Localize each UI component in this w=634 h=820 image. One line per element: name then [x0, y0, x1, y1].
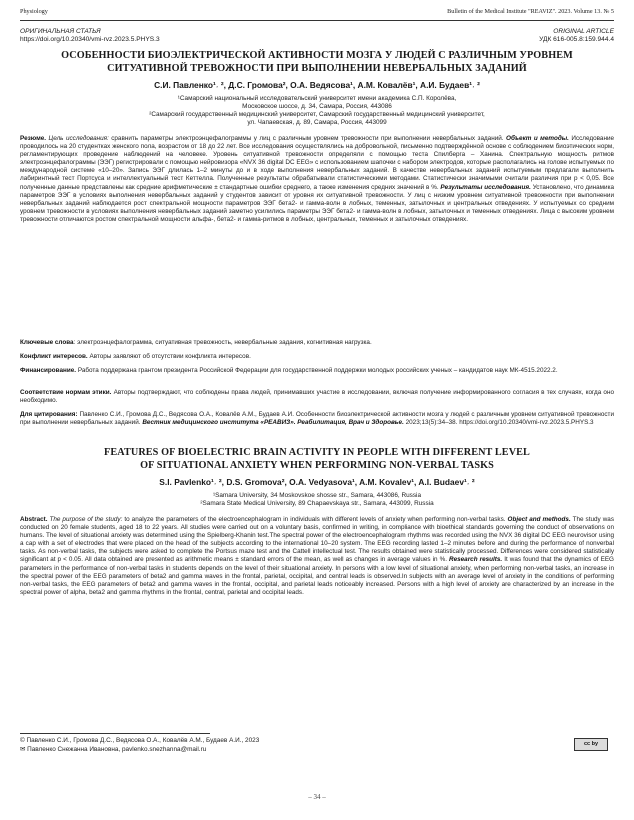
citation: Для цитирования: Павленко С.И., Громова Д.С., Ведясова О.А., Ковалёв А.М., Будаев А.И. Особенности биоэлектрической активности мозга у людей с различным уровнем ситуативной тревожности при выполнении невербальных заданий. Вестник медицинского института «РЕАВИЗ». Реабилитация, Врач и Здоровье. 2023;13(5):34–38. https://doi.org/10.20340/vmi-rvz.2023.5.PHYS.3: [20, 411, 614, 427]
correspondence-email[interactable]: Павленко Снежанна Ивановна, pavlenko.snezhanna@mail.ru: [27, 746, 207, 753]
abstract-en: Abstract. The purpose of the study: to analyze the parameters of the electroencephalogram in individuals with different levels of anxiety when performing non-verbal tasks. Object and methods. The study was conducted on 20 female students, aged 18 to 22 years. All studies were carried out on a voluntary basis, confirmed in writing, in compliance with bioethical standards governing the conduct of observations on humans. The level of situational anxiety was determined using the Spielberg-Khanin test.The spectral power of the electroencephalogram rhythms was recorded using the NVX 36 digital DC EEG neurovisor using a cap with a set of electrodes that were placed on the head of the subjects according to the international 10–20 system. The EEG recording lasted 1–2 minutes before and during the performance of nonverbal tasks. As non-verbal tasks, the subjects were asked to complete the Portsus maze test and the Cattell intellectual test. The results obtained were statistically processed. Differences were considered statistically significant at p < 0.05. All data obtained are presented as arithmetic means ± standard errors of the mean, as well as changes in average values in %. Research results. It was found that the dynamics of EEG parameters in the performance of non-verbal tasks in students depends on the level of their situational anxiety. In persons with a low level of situational anxiety, when performing non-verbal tasks, an increase in the spectral power of the EEG parameters of beta2 and gamma waves in the frontal, parietal, occipital, and central leads is observed.In subjects with an average level of anxiety in the conditions of performing non-verbal tasks, the EEG parameters of beta2 and gamma waves in the frontal, occipital, and parietal leads noticeably increased. Persons with a high level of anxiety are characterized by an increase in the spectral power of alpha, beta2 and gamma rhythms in the frontal, central, parietal and occipital leads.: [20, 516, 614, 596]
article-labels: [20, 28, 614, 48]
envelope-icon: ✉: [20, 746, 26, 753]
conflict-of-interest: Конфликт интересов. Авторы заявляют об отсутствии конфликта интересов.: [20, 353, 251, 360]
running-header: [20, 8, 614, 20]
section-name: Physiology: [20, 8, 48, 15]
authors-ru: С.И. Павленко¹˒ ², Д.С. Громова², О.А. Ведясова¹, А.М. Ковалёв¹, А.И. Будаев¹˒ ²: [154, 80, 480, 90]
abstract-ru: Резюме. Цель исследования: сравнить параметры электроэнцефалограммы у лиц с различным уровнем тревожности при выполнении невербальных заданий. Объект и методы. Исследование проводилось на 20 студентках женского пола, возрастом от 18 до 22 лет. Все исследования осуществлялись на добровольной, письменно подтверждённой основе с соблюдением биоэтических норм, регламентирующих проведение наблюдений на человеке. Уровень ситуативной тревожности определяли с помощью теста Спилберга – Ханина. Спектральную мощность ритмов электроэнцефалограммы (ЭЭГ) регистрировали с помощью нейровизора «NVX 36 digital DC EEG» с использованием шапочки с набором электродов, которые располагались на голове испытуемых по международной системе «10–20». Запись ЭЭГ длилась 1–2 минуты до и в ходе выполнения невербальных заданий. В качестве невербальных заданий испытуемым предлагали выполнить лабиринтный тест Портсуса и интеллектуальный тест Кеттелла. Полученные результаты обрабатывали статистическими методами. Статистически значимыми считали различия при p < 0,05. Все полученные данные представлены как средние арифметические ± стандартные ошибки среднего, а также изменения средних значений в %. Результаты исследования. Установлено, что динамика параметров ЭЭГ в условиях выполнения невербальных заданий у студентов зависит от уровня их ситуативной тревожности. У лиц с низким уровнем ситуативной тревожности при выполнении невербальных заданий наблюдается рост спектральной мощности параметров ЭЭГ бета2- и гамма-волн в лобных, теменных, затылочных и центральных отведениях. У испытуемых со средним уровнем тревожности в условиях выполнения невербальных заданий заметно усилились параметры ЭЭГ бета2- и гамма-волн в лобных, затылочных и теменных отведениях. Лица с высоким уровнем тревожности отличаются ростом спектральной мощности альфа-, бета2- и гамма-ритмов в лобных, центральных, теменных и затылочных отведениях.: [20, 135, 615, 223]
article-type-ru: ОРИГИНАЛЬНАЯ СТАТЬЯ: [20, 28, 101, 35]
authors-en: S.I. Pavlenko¹˒ ², D.S. Gromova², O.A. Vedyasova¹, A.M. Kovalev¹, A.I. Budaev¹˒ ²: [159, 477, 475, 487]
copyright-line: © Павленко С.И., Громова Д.С., Ведясова О.А., Ковалёв А.М., Будаев А.И., 2023: [20, 737, 260, 744]
affiliations-ru: ¹Самарский национальный исследовательский университет имени академика С.П. Королёва, Московское шоссе, д. 34, Самара, Россия, 443086 ²Самарский государственный медицинский университет, Самарский государственный медицинский университет, ул. Чапаевская, д. 89, Самара, Россия, 443099: [149, 95, 485, 126]
ethics-statement: Соответствие нормам этики. Авторы подтверждают, что соблюдены права людей, принимавших участие в исследовании, включая получение информированного согласия в тех случаях, когда оно необходимо.: [20, 389, 614, 405]
udc-code: УДК 616-005.8:159.944.4: [539, 36, 614, 43]
title-en: FEATURES OF BIOELECTRIC BRAIN ACTIVITY IN PEOPLE WITH DIFFERENT LEVEL OF SITUATIONAL ANXIETY WHEN PERFORMING NON-VERBAL TASKS: [104, 447, 530, 471]
article-type-en: ORIGINAL ARTICLE: [553, 28, 614, 35]
header-divider: [20, 20, 614, 21]
funding: Финансирование. Работа поддержана грантом президента Российской Федерации для государственной поддержки молодых российских ученых – кандидатов наук МК-4515.2022.2.: [20, 367, 558, 374]
journal-name: Bulletin of the Medical Institute "REAVIZ". 2023. Volume 13. № 5: [447, 8, 614, 15]
title-ru: ОСОБЕННОСТИ БИОЭЛЕКТРИЧЕСКОЙ АКТИВНОСТИ МОЗГА У ЛЮДЕЙ С РАЗЛИЧНЫМ УРОВНЕМ СИТУАТИВНОЙ ТРЕВОЖНОСТИ ПРИ ВЫПОЛНЕНИИ НЕВЕРБАЛЬНЫХ ЗАДАНИЙ: [61, 50, 573, 74]
affiliations-en: ¹Samara University, 34 Moskovskoe shosse str., Samara, 443086, Russia ²Samara State Medical University, 89 Chapaevskaya str., Samara, 443099, Russia: [200, 492, 434, 507]
correspondence-line: [20, 746, 206, 755]
doi-link[interactable]: https://doi.org/10.20340/vmi-rvz.2023.5.PHYS.3: [20, 36, 160, 43]
journal-page: [20, 0, 614, 820]
page-number: – 34 –: [308, 793, 326, 801]
footer-divider: [20, 733, 210, 734]
keywords-ru: Ключевые слова: электроэнцефалограмма, ситуативная тревожность, невербальные задания, когнитивная нагрузка.: [20, 339, 372, 346]
license-badge[interactable]: cc by: [574, 738, 608, 751]
